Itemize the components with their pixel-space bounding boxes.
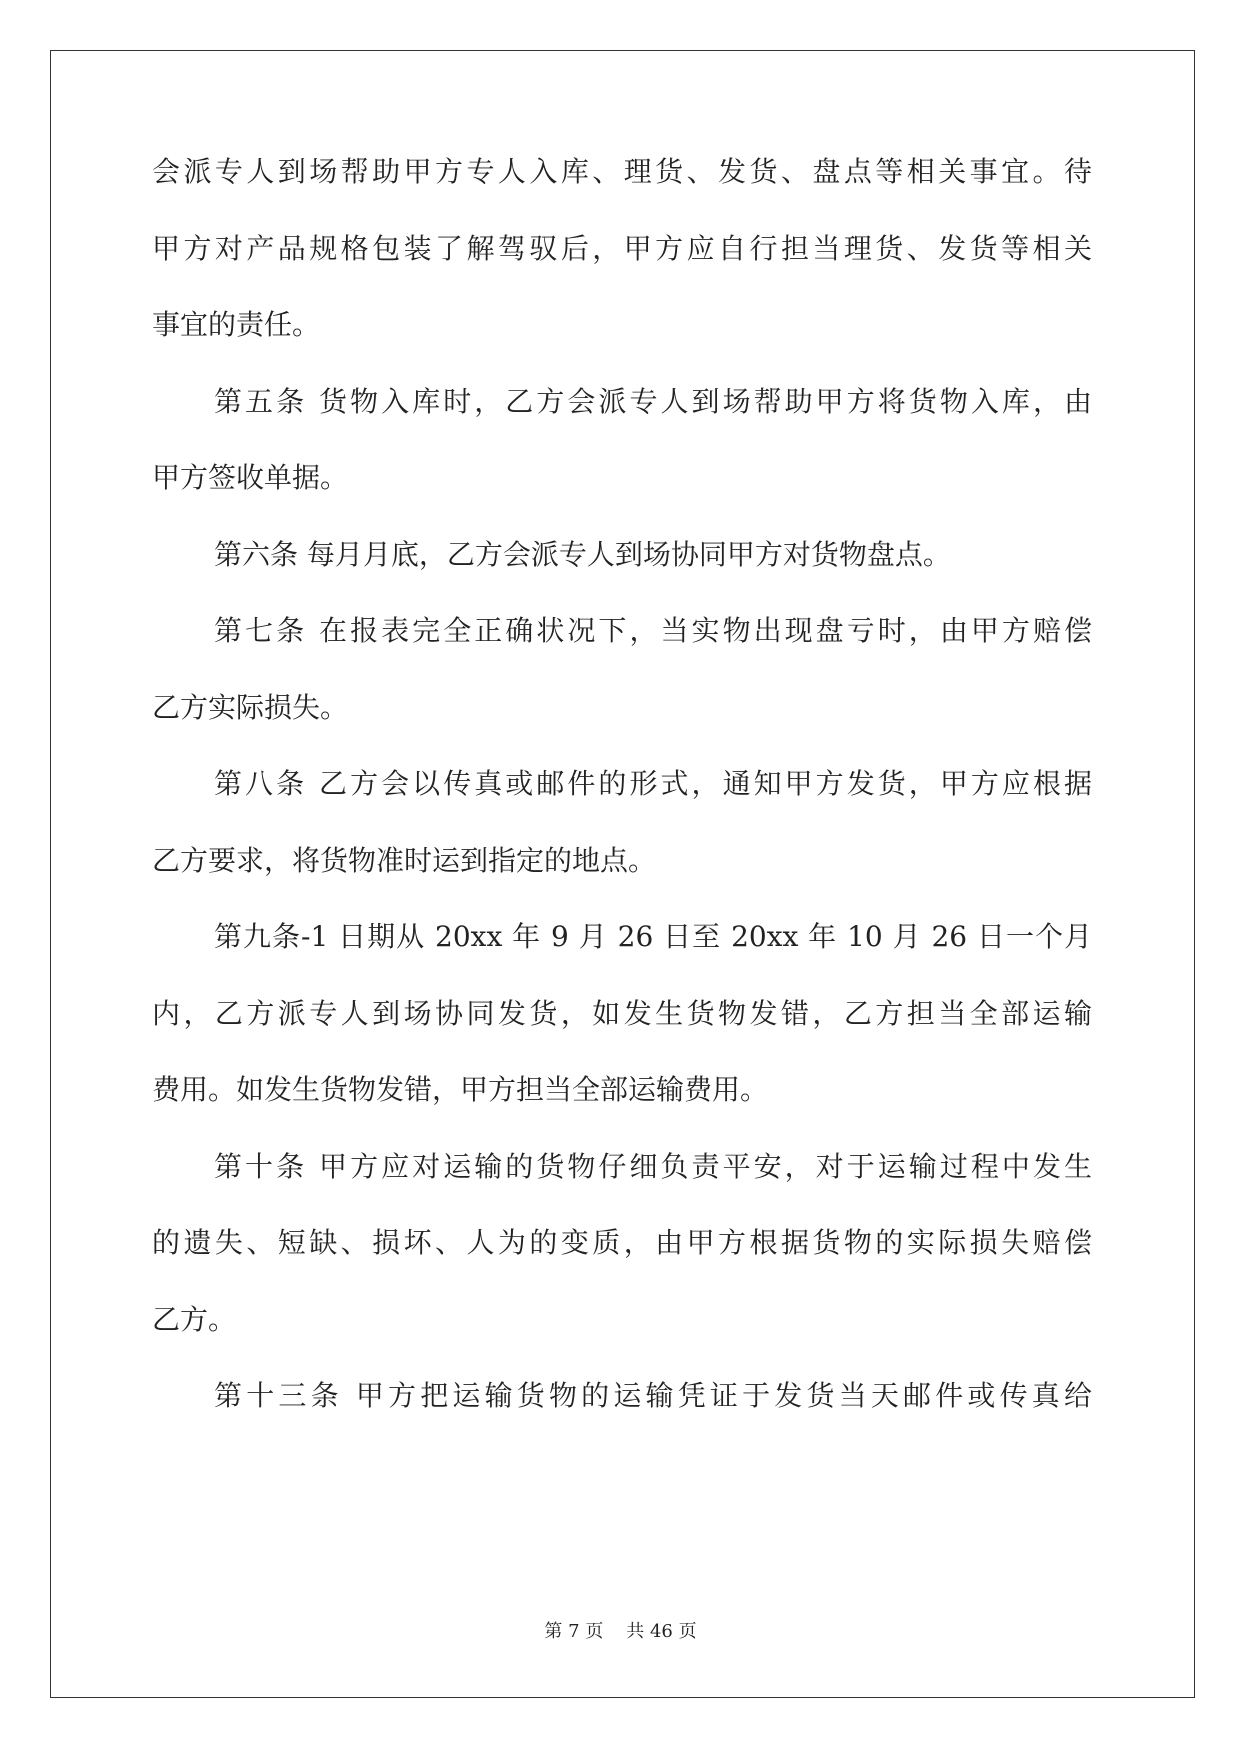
text-line: 第九条-1 日期从 20xx 年 9 月 26 日至 20xx 年 10 月 26 日一个月 (214, 920, 1092, 953)
text-line: 会派专人到场帮助甲方专人入库、理货、发货、盘点等相关事宜。待 (152, 155, 1092, 188)
text-line: 甲方对产品规格包装了解驾驭后，甲方应自行担当理货、发货等相关 (152, 232, 1092, 265)
text-line: 第七条 在报表完全正确状况下，当实物出现盘亏时，由甲方赔偿 (214, 614, 1092, 647)
text-line: 第六条 每月月底，乙方会派专人到场协同甲方对货物盘点。 (214, 538, 951, 571)
page-footer (0, 1620, 1241, 1644)
page-number: 第 7 页 (544, 1621, 604, 1642)
text-line: 甲方签收单据。 (152, 461, 349, 494)
text-line: 事宜的责任。 (152, 308, 321, 341)
text-line: 乙方。 (152, 1303, 237, 1336)
text-line: 内，乙方派专人到场协同发货，如发生货物发错，乙方担当全部运输 (152, 997, 1092, 1030)
page-total: 共 46 页 (626, 1621, 697, 1642)
text-line: 第八条 乙方会以传真或邮件的形式，通知甲方发货，甲方应根据 (214, 767, 1092, 800)
text-line: 第十条 甲方应对运输的货物仔细负责平安，对于运输过程中发生 (214, 1150, 1092, 1183)
text-line: 第十三条 甲方把运输货物的运输凭证于发货当天邮件或传真给 (214, 1379, 1092, 1412)
text-line: 费用。如发生货物发错，甲方担当全部运输费用。 (152, 1073, 769, 1106)
text-line: 的遗失、短缺、损坏、人为的变质，由甲方根据货物的实际损失赔偿 (152, 1226, 1092, 1259)
text-line: 第五条 货物入库时，乙方会派专人到场帮助甲方将货物入库，由 (214, 385, 1092, 418)
text-line: 乙方实际损失。 (152, 691, 349, 724)
footer-spacer (603, 1621, 626, 1642)
text-line: 乙方要求，将货物准时运到指定的地点。 (152, 844, 657, 877)
